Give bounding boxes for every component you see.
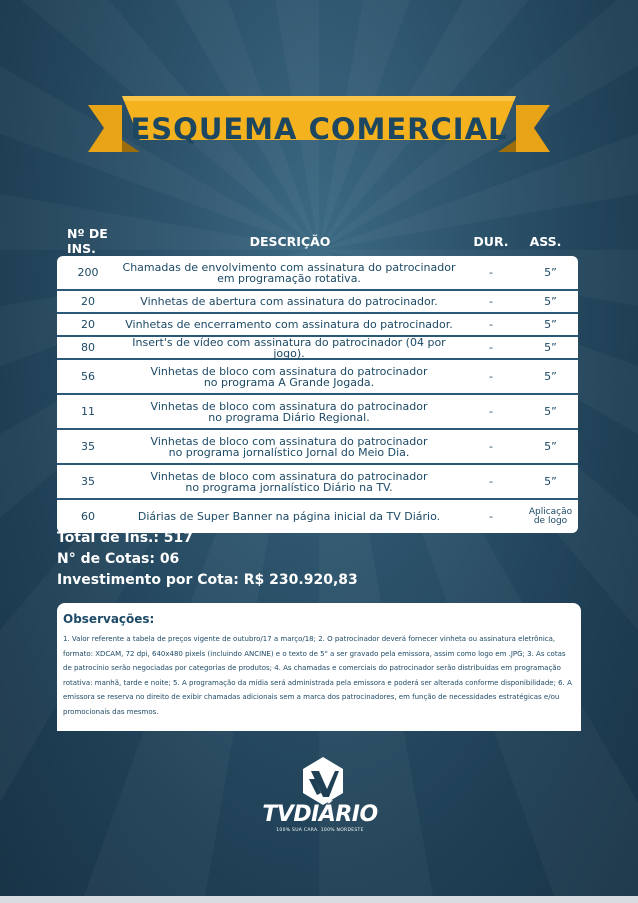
cell-ins: 35 (81, 475, 95, 488)
cell-dur: - (489, 510, 493, 523)
cell-dur: - (489, 295, 493, 308)
logo-wordmark: TVDIÁRIO (262, 802, 378, 827)
bottom-bar (0, 896, 638, 903)
observations-text: 1. Valor referente a tabela de preços vigente de outubro/17 a março/18; 2. O patrocinador deverá fornecer vinheta ou assinatura eletrônica, formato: XDCAM, 72 dpi, 640x480 pixels (incluindo ANCINE) e o texto de 5" a ser gravado pela emissora, assim como logo em .JPG; 3. As cotas de patrocínio serão negociadas por categorias de produtos; 4. As chamadas e comerciais do patrocinador serão distribuídas em programação rotativa: manhã, tarde e noite; 5. A programação da mídia será administrada pela emissora e poderá ser alterada conforme disponibilidade; 6. A emissora se reserva no direito de exibir chamadas adicionais sem a marca dos patrocinadores, em função de necessidades estratégicas e/ou promocionais das mesmos. (63, 635, 572, 716)
cell-desc: Chamadas de envolvimento com assinatura do patrocinador em programação rotativa. (122, 260, 456, 285)
table-row (57, 291, 578, 314)
cell-ass: 5” (544, 341, 557, 354)
cell-ass: 5” (544, 266, 557, 279)
cell-ins: 35 (81, 440, 95, 453)
cell-ass: 5” (544, 295, 557, 308)
cell-dur: - (489, 370, 493, 383)
cell-desc: Vinhetas de bloco com assinatura do patrocinador no programa jornalístico Diário na TV. (150, 469, 428, 494)
cell-desc: Vinhetas de abertura com assinatura do patrocinador. (140, 295, 438, 308)
observations-title: Observações: (63, 612, 155, 626)
totals (57, 528, 358, 591)
cell-ass: 5” (544, 318, 557, 331)
cell-dur: - (489, 318, 493, 331)
cell-ass: 5” (544, 475, 557, 488)
cell-ass: 5” (544, 405, 557, 418)
table-row (57, 395, 578, 430)
table-row (57, 314, 578, 337)
cell-ass: 5” (544, 370, 557, 383)
ribbon-banner (0, 0, 638, 200)
total-ins: Total de Ins.: 517 (57, 530, 194, 546)
cell-ass: 5” (544, 440, 557, 453)
investment-per-cota: Investimento por Cota: R$ 230.920,83 (57, 572, 358, 588)
cell-dur: - (489, 405, 493, 418)
cell-desc: Diárias de Super Banner na página inicial da TV Diário. (137, 510, 441, 523)
table-row (57, 360, 578, 395)
cell-desc: Insert's de vídeo com assinatura do patrocinador (04 por jogo). (132, 335, 446, 360)
table-row (57, 337, 578, 360)
cell-dur: - (489, 341, 493, 354)
header-dur: DUR. (473, 233, 509, 249)
banner-title: ESQUEMA COMERCIAL (130, 112, 508, 146)
cell-desc: Vinhetas de bloco com assinatura do patrocinador no programa jornalístico Jornal do Meio Dia. (150, 434, 428, 459)
observations-box (57, 603, 581, 731)
header-desc: DESCRIÇÃO (249, 233, 331, 249)
table-row (57, 430, 578, 465)
table-body (57, 256, 578, 533)
cell-dur: - (489, 266, 493, 279)
cell-ins: 20 (81, 318, 95, 331)
cell-desc: Vinhetas de bloco com assinatura do patrocinador no programa A Grande Jogada. (150, 364, 428, 389)
cell-ins: 11 (81, 405, 95, 418)
cell-desc: Vinhetas de bloco com assinatura do patrocinador no programa Diário Regional. (150, 399, 428, 424)
cell-ins: 56 (81, 370, 95, 383)
logo-tagline: 100% SUA CARA. 100% NORDESTE (276, 828, 364, 833)
table-row (57, 256, 578, 291)
cotas-count: N° de Cotas: 06 (57, 551, 180, 567)
cell-ins: 20 (81, 295, 95, 308)
cell-dur: - (489, 475, 493, 488)
cell-desc: Vinhetas de encerramento com assinatura do patrocinador. (125, 318, 453, 331)
cell-dur: - (489, 440, 493, 453)
header-ins: Nº DE INS. (67, 226, 108, 256)
table-row (57, 465, 578, 500)
cell-ins: 60 (81, 510, 95, 523)
cell-ins: 200 (77, 266, 99, 279)
table-header (57, 228, 578, 254)
cell-ins: 80 (81, 341, 95, 354)
header-ass: ASS. (529, 233, 562, 249)
cell-ass: Aplicação de logo (528, 506, 573, 526)
commercial-table (57, 228, 578, 533)
